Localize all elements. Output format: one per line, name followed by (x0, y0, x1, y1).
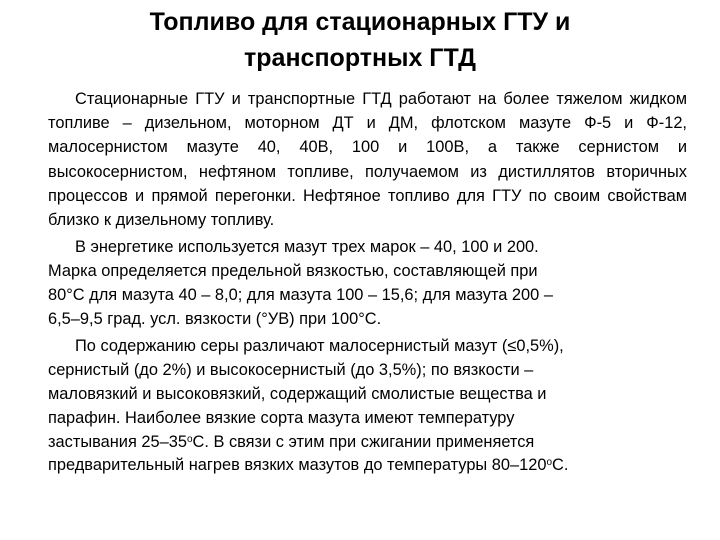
paragraph-fuel-types: Стационарные ГТУ и транспортные ГТД работают на более тяжелом жидком топливе – дизельном, моторном ДТ и ДМ, флотском мазуте Ф-5 и Ф-12, малосернистом мазуте 40, 40В, 100 и 100В, а также сернистом и высокосернистом, нефтяном топливе, получаемом из дистиллятов вторичных процессов и прямой перегонки. Нефтяное топливо для ГТУ по своим свойствам близко к дизельному топливу. (48, 90, 687, 230)
paragraph-sulfur-content-line-2: сернистый (до 2%) и высокосернистый (до 3,5%); по вязкости – (48, 361, 534, 380)
line-5-text-a: застывания 25–35 (48, 432, 187, 451)
paragraph-sulfur-content-line-5 (48, 433, 534, 451)
paragraph-fuel-grades-line-3: 80°С для мазута 40 – 8,0; для мазута 100 – 15,6; для мазута 200 – (48, 285, 553, 304)
line-6-text-a: предварительный нагрев вязких мазутов до температуры 80–120 (48, 456, 547, 475)
paragraph-sulfur-content-line-1: По содержанию серы различают малосернистый мазут (≤0,5%), (75, 337, 564, 356)
paragraph-fuel-grades-line-4: 6,5–9,5 град. усл. вязкости (°УВ) при 100°С. (48, 309, 382, 328)
slide-title-line-2: транспортных ГТД (244, 44, 476, 72)
slide-body (48, 87, 687, 478)
paragraph-sulfur-content-line-6 (48, 456, 568, 474)
paragraph-sulfur-content-line-3: маловязкий и высоковязкий, содержащий смолистые вещества и (48, 385, 547, 403)
paragraph-sulfur-content-line-4: парафин. Наиболее вязкие сорта мазута имеют температуру (48, 408, 515, 427)
paragraph-sulfur-content (48, 335, 687, 478)
degree-superscript: о (186, 433, 193, 445)
line-6-text-b: С. (552, 456, 569, 475)
paragraph-fuel-grades (48, 236, 687, 331)
degree-superscript: о (546, 457, 553, 469)
line-5-text-b: С. В связи с этим при сжигании применяется (192, 432, 535, 451)
paragraph-fuel-grades-line-1: В энергетике используется мазут трех марок – 40, 100 и 200. (75, 238, 539, 257)
slide-title-line-1: Топливо для стационарных ГТУ и (149, 8, 571, 36)
slide-title (40, 4, 680, 76)
paragraph-fuel-grades-line-2: Марка определяется предельной вязкостью, составляющей при (48, 262, 538, 281)
